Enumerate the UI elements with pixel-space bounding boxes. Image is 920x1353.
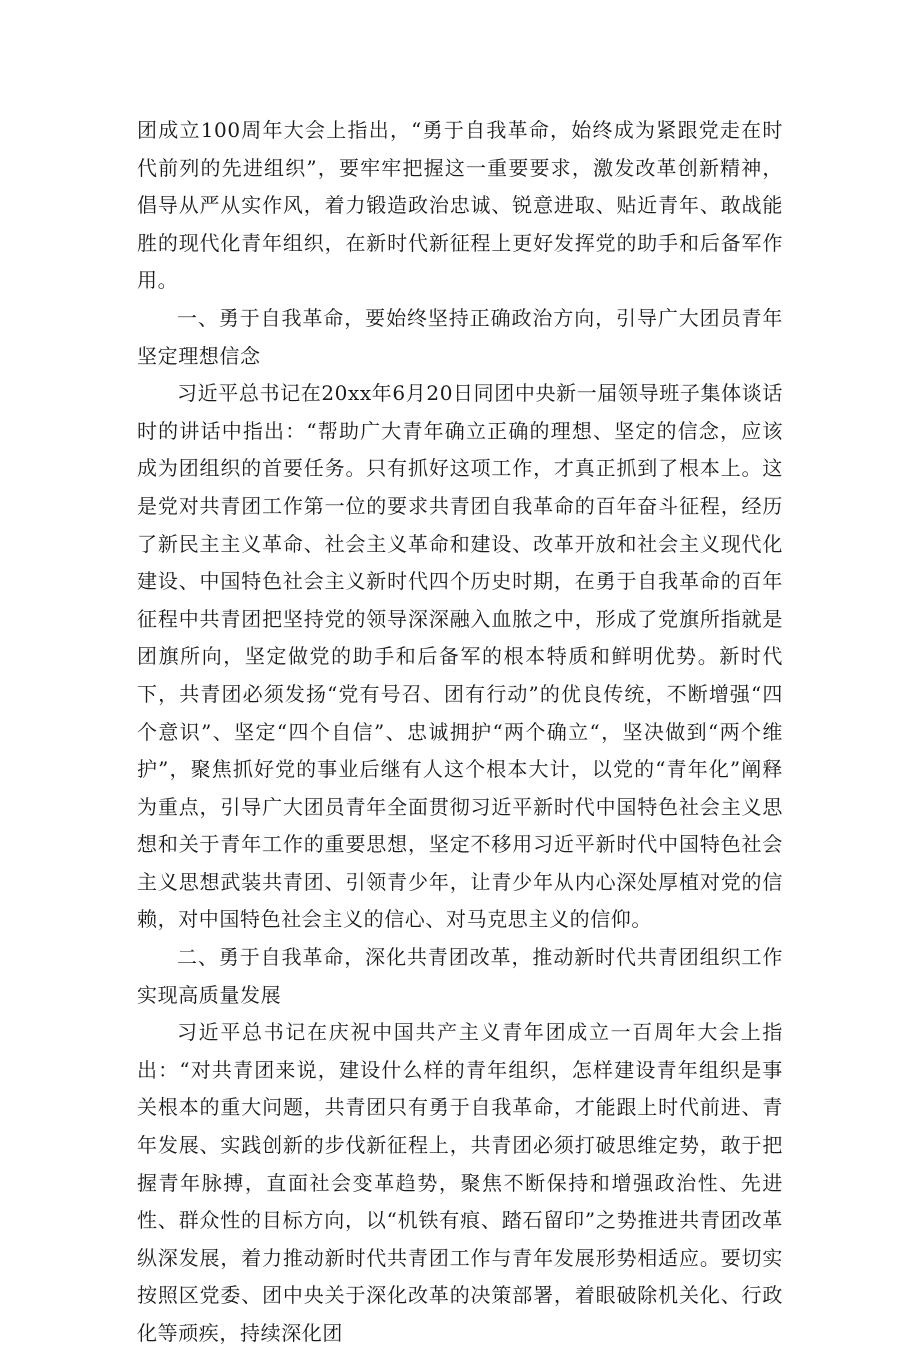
document-body bbox=[137, 112, 783, 1353]
section-heading-two: 二、勇于自我革命，深化共青团改革，推动新时代共青团组织工作实现高质量发展 bbox=[137, 945, 783, 1007]
paragraph-section-two-body: 习近平总书记在庆祝中国共产主义青年团成立一百周年大会上指出：“对共青团来说，建设什么样的青年组织，怎样建设青年组织是事关根本的重大问题，共青团只有勇于自我革命，才能跟上时代前进、青年发展、实践创新的步伐新征程上，共青团必须打破思维定势，敢于把握青年脉搏，直面社会变革趋势，聚焦不断保持和增强政治性、先进性、群众性的目标方向，以“机铁有痕、踏石留印”之势推进共青团改革纵深发展，着力推动新时代共青团工作与青年发展形势相适应。要切实按照区党委、团中央关于深化改革的决策部署，着眼破除机关化、行政化等顽疾，持续深化团 bbox=[137, 1020, 783, 1345]
paragraph-intro-continuation: 团成立100周年大会上指出，“勇于自我革命，始终成为紧跟党走在时代前列的先进组织”，要牢牢把握这一重要要求，激发改革创新精神，倡导从严从实作风，着力锻造政治忠诚、锐意进取、贴近青年、敢战能胜的现代化青年组织，在新时代新征程上更好发挥党的助手和后备军作用。 bbox=[137, 118, 783, 293]
paragraph-section-one-body: 习近平总书记在20xx年6月20日同团中央新一届领导班子集体谈话时的讲话中指出：“帮助广大青年确立正确的理想、坚定的信念，应该成为团组织的首要任务。只有抓好这项工作，才真正抓到了根本上。这是党对共青团工作第一位的要求共青团自我革命的百年奋斗征程，经历了新民主主义革命、社会主义革命和建设、改革开放和社会主义现代化建设、中国特色社会主义新时代四个历史时期，在勇于自我革命的百年征程中共青团把坚持党的领导深深融入血脓之中，形成了党旗所指就是团旗所向，坚定做党的助手和后备军的根本特质和鲜明优势。新时代下，共青团必须发扬“党有号召、团有行动”的优良传统，不断增强“四个意识”、坚定“四个自信”、忠诚拥护“两个确立“，坚决做到“两个维护”，聚焦抓好党的事业后继有人这个根本大计，以党的“青年化”阐释为重点，引导广大团员青年全面贯彻习近平新时代中国特色社会主义思想和关于青年工作的重要思想，坚定不移用习近平新时代中国特色社会主义思想武装共青团、引领青少年，让青少年从内心深处厚植对党的信赖，对中国特色社会主义的信心、对马克思主义的信仰。 bbox=[137, 381, 783, 932]
section-heading-one: 一、勇于自我革命，要始终坚持正确政治方向，引导广大团员青年坚定理想信念 bbox=[137, 305, 783, 368]
